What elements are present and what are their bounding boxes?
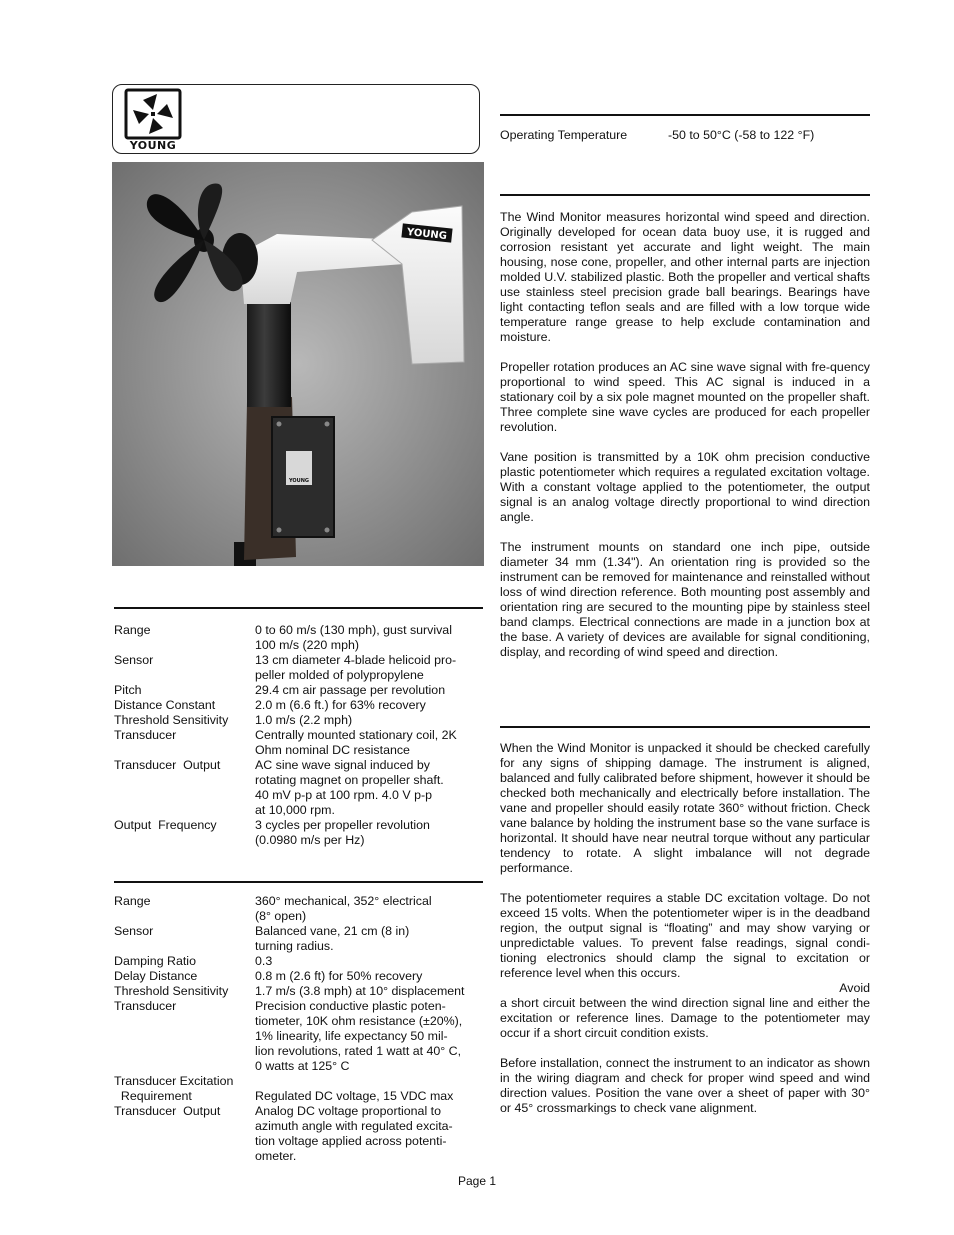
spec-label: Transducer Excitation Requirement — [114, 1074, 234, 1103]
spec-row — [114, 984, 483, 999]
spec-row — [114, 954, 483, 969]
spec-value: 1.7 m/s (3.8 mph) at 10° displacement — [255, 984, 465, 998]
spec-row — [114, 1074, 483, 1104]
operating-temperature-label: Operating Temperature — [500, 128, 628, 142]
section-rule — [114, 881, 483, 883]
page-number: Page 1 — [457, 1174, 497, 1188]
spec-label: Range — [114, 894, 151, 908]
initial-checkout-text — [500, 741, 870, 1131]
wind-speed-specs — [114, 623, 483, 848]
spec-value: Balanced vane, 21 cm (8 in) turning radius. — [255, 924, 410, 953]
spec-label: Sensor — [114, 924, 154, 938]
spec-row — [114, 713, 483, 728]
spec-row — [114, 653, 483, 683]
introduction-text — [500, 210, 870, 675]
spec-value: 0.3 — [255, 954, 273, 968]
header-box — [112, 84, 480, 154]
spec-value: 3 cycles per propeller revolution (0.0980 m/s per Hz) — [255, 818, 430, 847]
paragraph: Vane position is transmitted by a 10K ohm precision conductive plastic potentiometer which requires a regulated excitation voltage. With a constant voltage applied to the potentiometer, the output signal is an analog voltage directly proportional to wind direction angle. — [500, 450, 870, 524]
spec-label: Transducer Output — [114, 758, 221, 772]
spec-label: Delay Distance — [114, 969, 198, 983]
junction-label: YOUNG — [288, 478, 310, 484]
spec-row — [114, 683, 483, 698]
spec-label: Transducer Output — [114, 1104, 221, 1118]
logo-wordmark: YOUNG — [129, 139, 177, 152]
avoid-paragraph: a short circuit between the wind direction signal line and either the excitation or reference lines. Damage to the potentiometer may occur if a short circuit condition exists. — [500, 996, 870, 1040]
spec-value: 0 to 60 m/s (130 mph), gust survival 100 m/s (220 mph) — [255, 623, 452, 652]
spec-label: Output Frequency — [114, 818, 217, 832]
section-rule — [114, 607, 483, 609]
spec-value: 2.0 m (6.6 ft.) for 63% recovery — [255, 698, 426, 712]
spec-label: Threshold Sensitivity — [114, 984, 229, 998]
vane-label: YOUNG — [406, 226, 448, 243]
spec-label: Distance Constant — [114, 698, 216, 712]
spec-label: Transducer — [114, 999, 177, 1013]
spec-label: Transducer — [114, 728, 177, 742]
spec-value: Analog DC voltage proportional to azimuth angle with regulated excita- tion voltage applied across potenti- ometer. — [255, 1104, 453, 1163]
section-rule — [500, 194, 870, 196]
paragraph: The instrument mounts on standard one inch pipe, outside diameter 34 mm (1.34"). An orientation ring is provided so the instrument can be removed for maintenance and reinstalled without loss of wind direction reference. Both mounting post assembly and orientation ring are secured to the mounting pipe by stainless steel band clamps. Electrical connections are made in a junction box at the base. A variety of devices are available for signal conditioning, display, and recording of wind speed and direction. — [500, 540, 870, 659]
paragraph: The potentiometer requires a stable DC excitation voltage. Do not exceed 15 volts. When the potentiometer wiper is in the deadband region, the output signal is “floating” and may show varying or unpredictable values. To prevent false readings, signal condi-tioning electronics should clamp the signal to excitation or reference level when this occurs. — [500, 891, 870, 980]
spec-row — [114, 894, 483, 924]
paragraph: When the Wind Monitor is unpacked it should be checked carefully for any signs of shipping damage. The instrument is aligned, balanced and fully calibrated before shipment, however it should be checked both mechanically and electrically before installation. The vane and propeller should easily rotate 360° without friction. Check vane balance by holding the instrument base so the vane surface is horizontal. It should have near neutral torque without any particular tendency to rotate. A slight imbalance will not degrade performance. — [500, 741, 870, 875]
paragraph: The Wind Monitor measures horizontal wind speed and direction. Originally developed for ocean data buoy use, it is rugged and corrosion resistant yet accurate and light weight. The main housing, nose cone, propeller, and other internal parts are injection molded U.V. stabilized plastic. Both the propeller and vertical shafts use stainless steel precision grade ball bearings. Bearings have light contacting teflon seals and are filled with a low torque wide temperature range grease to help exclude contamination and moisture. — [500, 210, 870, 344]
spec-value: 360° mechanical, 352° electrical (8° open) — [255, 894, 432, 923]
spec-label: Damping Ratio — [114, 954, 196, 968]
spec-value: 0.8 m (2.6 ft) for 50% recovery — [255, 969, 423, 983]
spec-row — [114, 698, 483, 713]
operating-temperature-value: -50 to 50°C (-58 to 122 °F) — [668, 128, 815, 142]
section-rule — [500, 114, 870, 116]
avoid-word: Avoid — [839, 981, 870, 995]
spec-row — [114, 758, 483, 818]
spec-label: Pitch — [114, 683, 142, 697]
paragraph: Propeller rotation produces an AC sine wave signal with fre-quency proportional to wind speed. This AC signal is induced in a stationary coil by a six pole magnet mounted on the propeller shaft. Three complete sine wave cycles are produced for each propeller revolution. — [500, 360, 870, 434]
spec-row — [114, 818, 483, 848]
pinwheel-logo-icon — [123, 88, 183, 140]
spec-label: Sensor — [114, 653, 154, 667]
spec-row — [114, 1104, 483, 1164]
wind-direction-specs — [114, 894, 483, 1164]
spec-value: Regulated DC voltage, 15 VDC max — [255, 1089, 454, 1103]
spec-value: 13 cm diameter 4-blade helicoid pro- peller molded of polypropylene — [255, 653, 457, 682]
spec-value: 1.0 m/s (2.2 mph) — [255, 713, 353, 727]
spec-value: Precision conductive plastic poten- tiometer, 10K ohm resistance (±20%), 1% linearity, life expectancy 50 mil- lion revolutions, rated 1 watt at 40° C, 0 watts at 125° C — [255, 999, 463, 1073]
paragraph: Before installation, connect the instrument to an indicator as shown in the wiring diagram and check for proper wind speed and wind direction values. Position the vane over a sheet of paper with 30° or 45° crossmarkings to check vane alignment. — [500, 1056, 870, 1115]
spec-row — [114, 924, 483, 954]
spec-row — [114, 999, 483, 1074]
product-photo — [112, 162, 484, 566]
spec-row — [114, 728, 483, 758]
spec-row — [114, 623, 483, 653]
spec-value: Centrally mounted stationary coil, 2K Ohm nominal DC resistance — [255, 728, 457, 757]
spec-value: AC sine wave signal induced by rotating magnet on propeller shaft. 40 mV p-p at 100 rpm. 4.0 V p-p at 10,000 rpm. — [255, 758, 444, 817]
spec-label: Range — [114, 623, 151, 637]
young-logo — [123, 88, 183, 152]
spec-row — [114, 969, 483, 984]
spec-label: Threshold Sensitivity — [114, 713, 229, 727]
section-rule — [500, 726, 870, 728]
spec-value: 29.4 cm air passage per revolution — [255, 683, 446, 697]
